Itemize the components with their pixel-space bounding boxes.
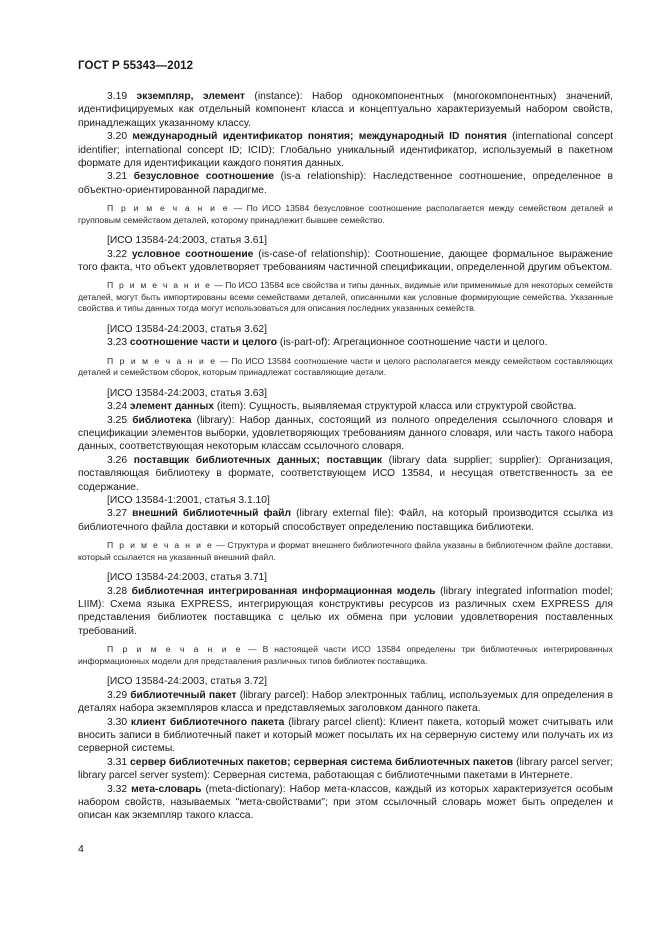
reference-3-22: [ИСО 13584-24:2003, статья 3.62] bbox=[107, 323, 268, 335]
term: соотношение части и целого bbox=[129, 337, 278, 349]
note-3-21: П р и м е ч а н и е — По ИСО 13584 безусловное соотношение располагается между семейством деталей и групповым семейством деталей, которому принадлежит бывшее семейство. bbox=[78, 203, 613, 225]
note-3-22: П р и м е ч а н и е — По ИСО 13584 все свойства и типы данных, видимые или применимые для некоторых семейств деталей, могут быть импортированы всеми семействами деталей, описанными как условные формирующие семейства. Указанные свойства и типы данных тогда могут использоваться для описания последних указанных семейств. bbox=[78, 280, 613, 314]
term: клиент библиотечного пакета bbox=[130, 716, 285, 728]
note-3-28: П р и м е ч а н и е — В настоящей части ИСО 13584 определены три библиотечных интегрированных информационных модели для представления различных типов библиотек поставщика. bbox=[78, 644, 613, 666]
reference-3-21: [ИСО 13584-24:2003, статья 3.61] bbox=[107, 235, 268, 247]
entry-3-29: 3.29 библиотечный пакет (library parcel): Набор электронных таблиц, используемых для определения в деталях набора экземпляров класса и представляемых заголовком данного пакета. bbox=[78, 689, 613, 715]
term: мета-словарь bbox=[131, 783, 202, 795]
term: международный идентификатор понятия; международный ID понятия bbox=[132, 131, 507, 143]
term: условное соотношение bbox=[131, 248, 254, 260]
entry-3-24: 3.24 элемент данных (item): Сущность, выявляемая структурой класса или структурой свойства. bbox=[107, 401, 577, 413]
term: внешний библиотечный файл bbox=[132, 508, 292, 520]
entry-3-27: 3.27 внешний библиотечный файл (library external file): Файл, на который производится ссылка из библиотечного файла доставки и который способствует определению поставщика библиотеки. bbox=[78, 508, 613, 533]
term: библиотечная интегрированная информационная модель bbox=[131, 585, 436, 597]
term: экземпляр, элемент bbox=[136, 91, 245, 102]
entry-3-21: 3.21 безусловное соотношение (is-a relationship): Наследственное соотношение, определенное в объектно-ориентированной парадигме. bbox=[78, 171, 613, 196]
entry-3-19: 3.19 экземпляр, элемент (instance): Набор однокомпонентных (многокомпонентных) значений, идентифицируемых как отдельный компонент класса и концептуально характеризуемый набором свойств, принадлежащих указанному классу. bbox=[78, 91, 613, 129]
page-number: 4 bbox=[78, 843, 84, 855]
reference-3-23: [ИСО 13584-24:2003, статья 3.63] bbox=[107, 387, 268, 399]
entry-3-22: 3.22 условное соотношение (is-case-of relationship): Соотношение, дающее формальное выражение того факта, что объект удовлетворяет требованиям частичной спецификации, определенной другим объектом. bbox=[78, 248, 613, 274]
term: библиотечный пакет bbox=[130, 689, 237, 701]
note-3-27: П р и м е ч а н и е — Структура и формат внешнего библиотечного файла указаны в библиотечном файле доставки, который ссылается на указанный внешний файл. bbox=[78, 540, 613, 562]
entry-3-23: 3.23 соотношение части и целого (is-part-of): Агрегационное соотношение части и целого. bbox=[107, 337, 548, 349]
entry-3-30: 3.30 клиент библиотечного пакета (library parcel client): Клиент пакета, который может считывать или вносить записи в библиотечный пакет и который может посылать их на серверную систему или получать их из серверной системы. bbox=[78, 716, 613, 755]
term: элемент данных bbox=[129, 401, 215, 413]
reference-3-27: [ИСО 13584-24:2003, статья 3.71] bbox=[107, 572, 268, 584]
term: поставщик библиотечных данных; поставщик bbox=[133, 454, 382, 466]
term: безусловное соотношение bbox=[133, 171, 274, 183]
reference-3-28: [ИСО 13584-24:2003, статья 3.72] bbox=[107, 676, 268, 688]
entry-3-31: 3.31 сервер библиотечных пакетов; серверная система библиотечных пакетов (library parcel server; library parcel server system): Серверная система, работающая с библиотечными пакетами в Интернете. bbox=[78, 756, 613, 782]
reference-3-26: [ИСО 13584-1:2001, статья 3.1.10] bbox=[107, 495, 270, 507]
document-body bbox=[78, 90, 613, 823]
entry-3-20: 3.20 международный идентификатор понятия; международный ID понятия (international concept identifier; international concept ID; ICID): Глобально уникальный идентификатор, используемый в пакетном формате для идентификации каждого понятия данных. bbox=[78, 131, 613, 170]
document-header: ГОСТ Р 55343—2012 bbox=[78, 60, 194, 72]
note-3-23: П р и м е ч а н и е — По ИСО 13584 соотношение части и целого располагается между семейством составляющих деталей и семейством сборок, которым принадлежат составляющие детали. bbox=[78, 355, 613, 378]
term: библиотека bbox=[132, 414, 192, 426]
entry-3-26: 3.26 поставщик библиотечных данных; поставщик (library data supplier; supplier): Организация, поставляющая библиотеку в формате, соответствующем ИСО 13584, и несущая ответственность за ее содержание. bbox=[78, 454, 613, 493]
entry-3-25: 3.25 библиотека (library): Набор данных, состоящий из полного определения ссылочного словаря и спецификации элементов выборки, удовлетворяющих требованиям данного словаря, или часть такого набора данных, соответствующая некоторым классам ссылочного словаря. bbox=[78, 414, 613, 453]
entry-3-28: 3.28 библиотечная интегрированная информационная модель (library integrated information model; LIIM): Схема языка EXPRESS, интегрирующая конструктивы ресурсов из различных схем EXPRESS для представления библиотек поставщика с целью их обмена при условии удовлетворения поставленных требований. bbox=[78, 585, 613, 637]
entry-3-32: 3.32 мета-словарь (meta-dictionary): Набор мета-классов, каждый из которых характеризуется особым набором свойств, называемых "мета-свойствами"; при этом ссылочный словарь может быть определен и описан как экземпляр такого класса. bbox=[78, 783, 613, 822]
term: сервер библиотечных пакетов; серверная система библиотечных пакетов bbox=[130, 756, 514, 768]
